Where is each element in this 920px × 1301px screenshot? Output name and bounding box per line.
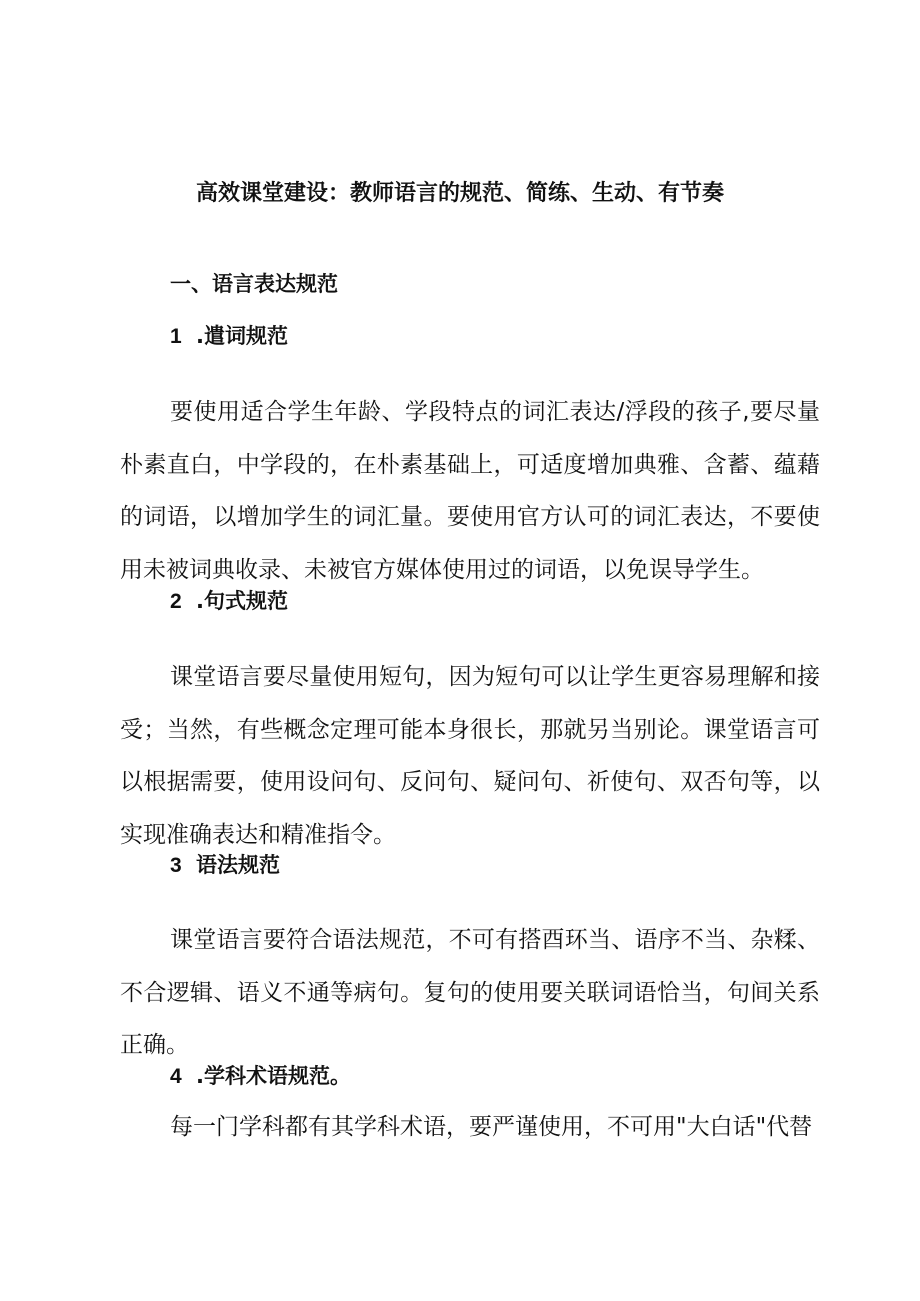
subheading-number: 1 — [170, 325, 182, 348]
document-title: 高效课堂建设：教师语言的规范、简练、生动、有节奏 — [195, 181, 724, 206]
subheading-label: .句式规范 — [196, 589, 288, 613]
subheading-number: 4 — [170, 1065, 182, 1088]
subheading-number: 3 — [170, 854, 182, 877]
paragraph-4: 每一门学科都有其学科术语，要严谨使用，不可用"大白话"代替 — [170, 1114, 813, 1140]
subheading-3 — [170, 847, 280, 884]
subheading-label: 语法规范 — [196, 853, 280, 877]
paragraph-3: 课堂语言要符合语法规范，不可有搭酉环当、语序不当、杂糅、不合逻辑、语义不通等病句。复句的使用要关联词语恰当，句间关系正确。 — [120, 927, 820, 1058]
subheading-4 — [170, 1058, 351, 1095]
subheading-label: .学科术语规范。 — [196, 1064, 351, 1088]
paragraph-2: 课堂语言要尽量使用短句，因为短句可以让学生更容易理解和接受；当然，有些概念定理可能本身很长，那就另当别论。课堂语言可以根据需要，使用设问句、反问句、疑问句、祈使句、双否句等，以实现准确表达和精准指令。 — [120, 664, 820, 848]
subheading-label: .遣词规范 — [196, 324, 288, 348]
paragraph-1: 要使用适合学生年龄、学段特点的词汇表达/浮段的孩子,要尽量朴素直白，中学段的，在朴素基础上，可适度增加典雅、含蓄、蕴藉的词语，以增加学生的词汇量。要使用官方认可的词汇表达，不要使用未被词典收录、未被官方媒体使用过的词语，以免误导学生。 — [120, 399, 820, 583]
section-heading: 一、语言表达规范 — [170, 272, 338, 296]
subheading-2 — [170, 583, 288, 620]
subheading-number: 2 — [170, 590, 182, 613]
subheading-1 — [170, 318, 288, 355]
